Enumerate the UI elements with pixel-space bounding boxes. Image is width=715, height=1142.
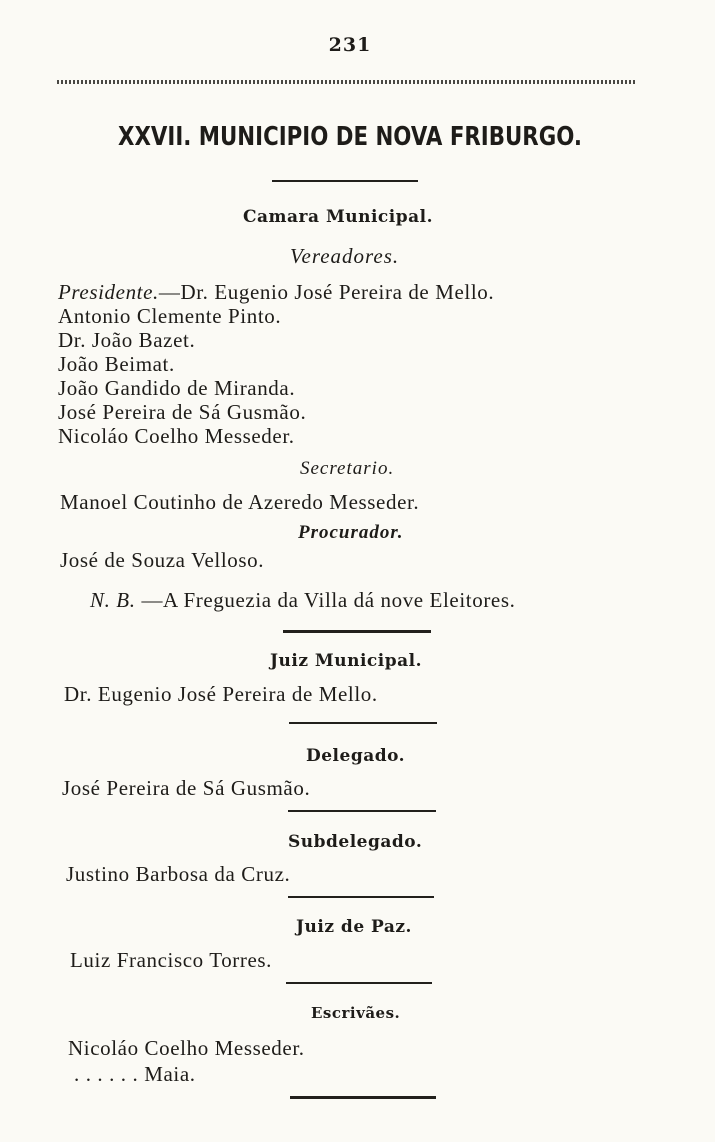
camara-heading: Camara Municipal. — [243, 207, 434, 227]
divider — [290, 1096, 436, 1099]
divider — [286, 982, 432, 984]
escrivaes-heading: Escrivães. — [311, 1004, 401, 1022]
juiz-municipal-heading: Juiz Municipal. — [270, 651, 423, 671]
list-item: José Pereira de Sá Gusmão. — [58, 400, 307, 424]
subdelegado-name: Justino Barbosa da Cruz. — [66, 862, 291, 886]
list-item: João Beimat. — [58, 352, 175, 376]
procurador-name: José de Souza Velloso. — [60, 548, 265, 572]
divider — [288, 810, 436, 812]
divider — [288, 896, 434, 898]
list-item: . . . . . . Maia. — [74, 1062, 196, 1086]
nb-label: N. B. — [90, 588, 136, 612]
title-divider — [272, 180, 418, 182]
list-item: Nicoláo Coelho Messeder. — [58, 424, 295, 448]
delegado-name: José Pereira de Sá Gusmão. — [62, 776, 311, 800]
presidente-name: —Dr. Eugenio José Pereira de Mello. — [158, 280, 495, 304]
page-number: 231 — [328, 34, 372, 56]
list-item: Antonio Clemente Pinto. — [58, 304, 282, 328]
juiz-de-paz-name: Luiz Francisco Torres. — [70, 948, 273, 972]
procurador-heading: Procurador. — [298, 522, 404, 543]
nb-text: —A Freguezia da Villa dá nove Eleitores. — [141, 588, 516, 612]
juiz-de-paz-heading: Juiz de Paz. — [296, 917, 412, 937]
delegado-heading: Delegado. — [306, 746, 406, 766]
top-dotted-rule — [57, 80, 635, 84]
presidente-line — [58, 280, 494, 305]
subdelegado-heading: Subdelegado. — [288, 832, 423, 852]
secretario-heading: Secretario. — [300, 458, 395, 479]
divider — [289, 722, 437, 724]
list-item: Nicoláo Coelho Messeder. — [68, 1036, 305, 1060]
vereadores-heading: Vereadores. — [290, 244, 400, 268]
list-item: Dr. João Bazet. — [58, 328, 196, 352]
presidente-role: Presidente. — [58, 280, 159, 304]
juiz-municipal-name: Dr. Eugenio José Pereira de Mello. — [64, 682, 378, 706]
nb-note — [90, 588, 515, 613]
divider — [283, 630, 431, 633]
secretario-name: Manoel Coutinho de Azeredo Messeder. — [60, 490, 420, 514]
section-title: XXVII. MUNICIPIO DE NOVA FRIBURGO. — [118, 122, 582, 152]
list-item: João Gandido de Miranda. — [58, 376, 296, 400]
